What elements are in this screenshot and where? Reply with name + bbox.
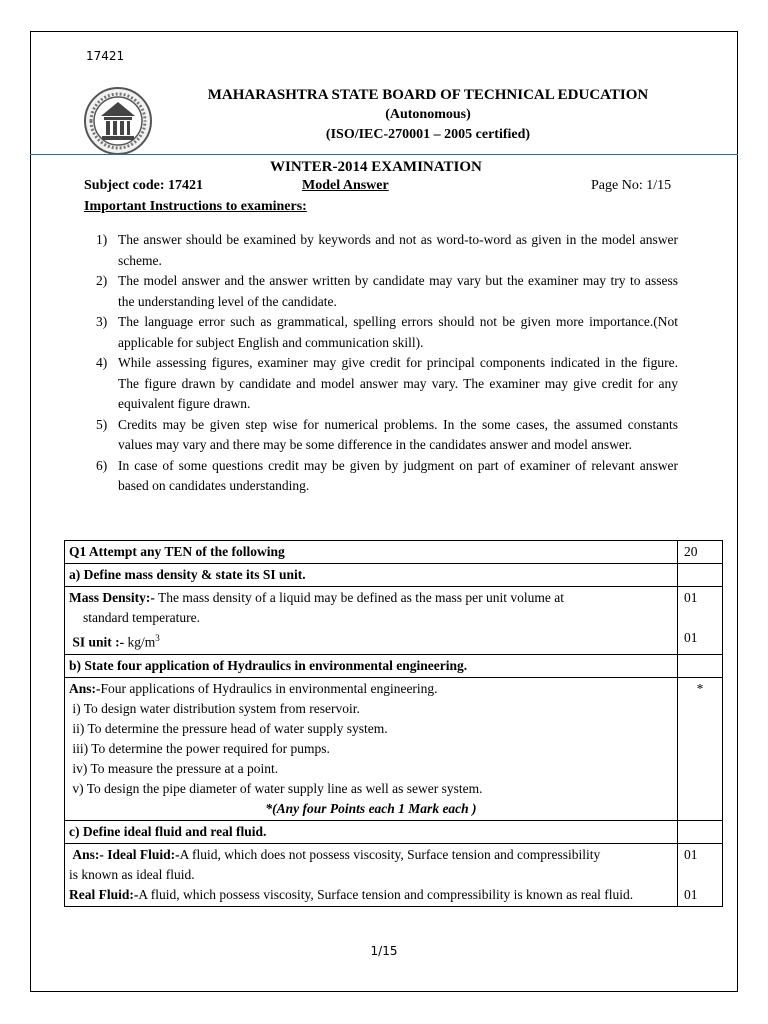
marks-cell: 20 — [678, 541, 723, 564]
header-divider — [30, 154, 738, 155]
marks-cell — [678, 820, 723, 843]
table-row — [65, 654, 723, 677]
answer-c: Ans:- Ideal Fluid:-A fluid, which does not possess viscosity, Surface tension and compressibility is known as ideal fluid. Real Fluid:-A fluid, which possess viscosity, Surface tension and compressibility is known as real fluid. — [65, 843, 678, 906]
model-answer-label: Model Answer — [302, 178, 389, 193]
question-c: c) Define ideal fluid and real fluid. — [65, 820, 678, 843]
list-item: 5) Credits may be given step wise for numerical problems. In the some cases, the assumed constants values may vary and there may be some difference in the candidates answer and model answer. — [96, 416, 678, 452]
marking-note: *(Any four Points each 1 Mark each ) — [265, 800, 477, 816]
list-item: 2) The model answer and the answer written by candidate may vary but the examiner may try to assess the understanding level of the candidate. — [96, 273, 678, 309]
question-a: a) Define mass density & state its SI unit. — [65, 564, 678, 587]
list-item: 1) The answer should be examined by keywords and not as word-to-word as given in the model answer scheme. — [96, 232, 678, 268]
page-footer: 1/15 — [370, 944, 398, 958]
page-number: Page No: 1/15 — [591, 178, 672, 193]
answer-a: Mass Density:- The mass density of a liquid may be defined as the mass per unit volume at standard temperature. SI unit :- $kg/m^3$ — [65, 587, 678, 655]
exam-title: WINTER-2014 EXAMINATION — [270, 159, 482, 175]
answer-table — [64, 540, 723, 907]
list-item: 4) While assessing figures, examiner may give credit for principal components indicated in the figure. The figure drawn by candidate and model answer may vary. The examiner may give credit for any equivalent figure drawn. — [96, 355, 678, 411]
table-row — [65, 677, 723, 820]
list-item: 6) In case of some questions credit may be given by judgment on part of examiner of relevant answer based on candidates understanding. — [96, 457, 678, 493]
list-item: 3) The language error such as grammatical, spelling errors should not be given more importance.(Not applicable for subject English and communication skill). — [96, 314, 678, 350]
marks-cell — [678, 654, 723, 677]
instructions-list — [96, 230, 678, 497]
document-code: 17421 — [86, 49, 125, 63]
certification-label: (ISO/IEC-270001 – 2005 certified) — [325, 127, 531, 142]
question-1-heading: Q1 Attempt any TEN of the following — [65, 541, 678, 564]
marks-cell: 01 01 — [678, 843, 723, 906]
answer-b: Ans:-Four applications of Hydraulics in environmental engineering. i) To design water distribution system from reservoir. ii) To determine the pressure head of water supply system. iii) To determine the power required for pumps. iv) To measure the pressure at a point. v) To design the pipe diameter of water supply line as well as sewer system. *(Any four Points each 1 Mark each ) — [65, 677, 678, 820]
table-row — [65, 843, 723, 906]
autonomous-label: (Autonomous) — [385, 107, 471, 122]
table-row — [65, 820, 723, 843]
subject-code: Subject code: 17421 — [84, 178, 203, 193]
instructions-title: Important Instructions to examiners: — [84, 199, 307, 214]
question-b: b) State four application of Hydraulics in environmental engineering. — [65, 654, 678, 677]
marks-cell: 01 01 — [678, 587, 723, 655]
msbte-seal-logo — [83, 86, 153, 156]
table-row — [65, 587, 723, 655]
table-row — [65, 564, 723, 587]
marks-cell — [678, 564, 723, 587]
board-name: MAHARASHTRA STATE BOARD OF TECHNICAL EDUCATION — [207, 87, 649, 103]
table-row — [65, 541, 723, 564]
marks-cell: * — [678, 677, 723, 820]
